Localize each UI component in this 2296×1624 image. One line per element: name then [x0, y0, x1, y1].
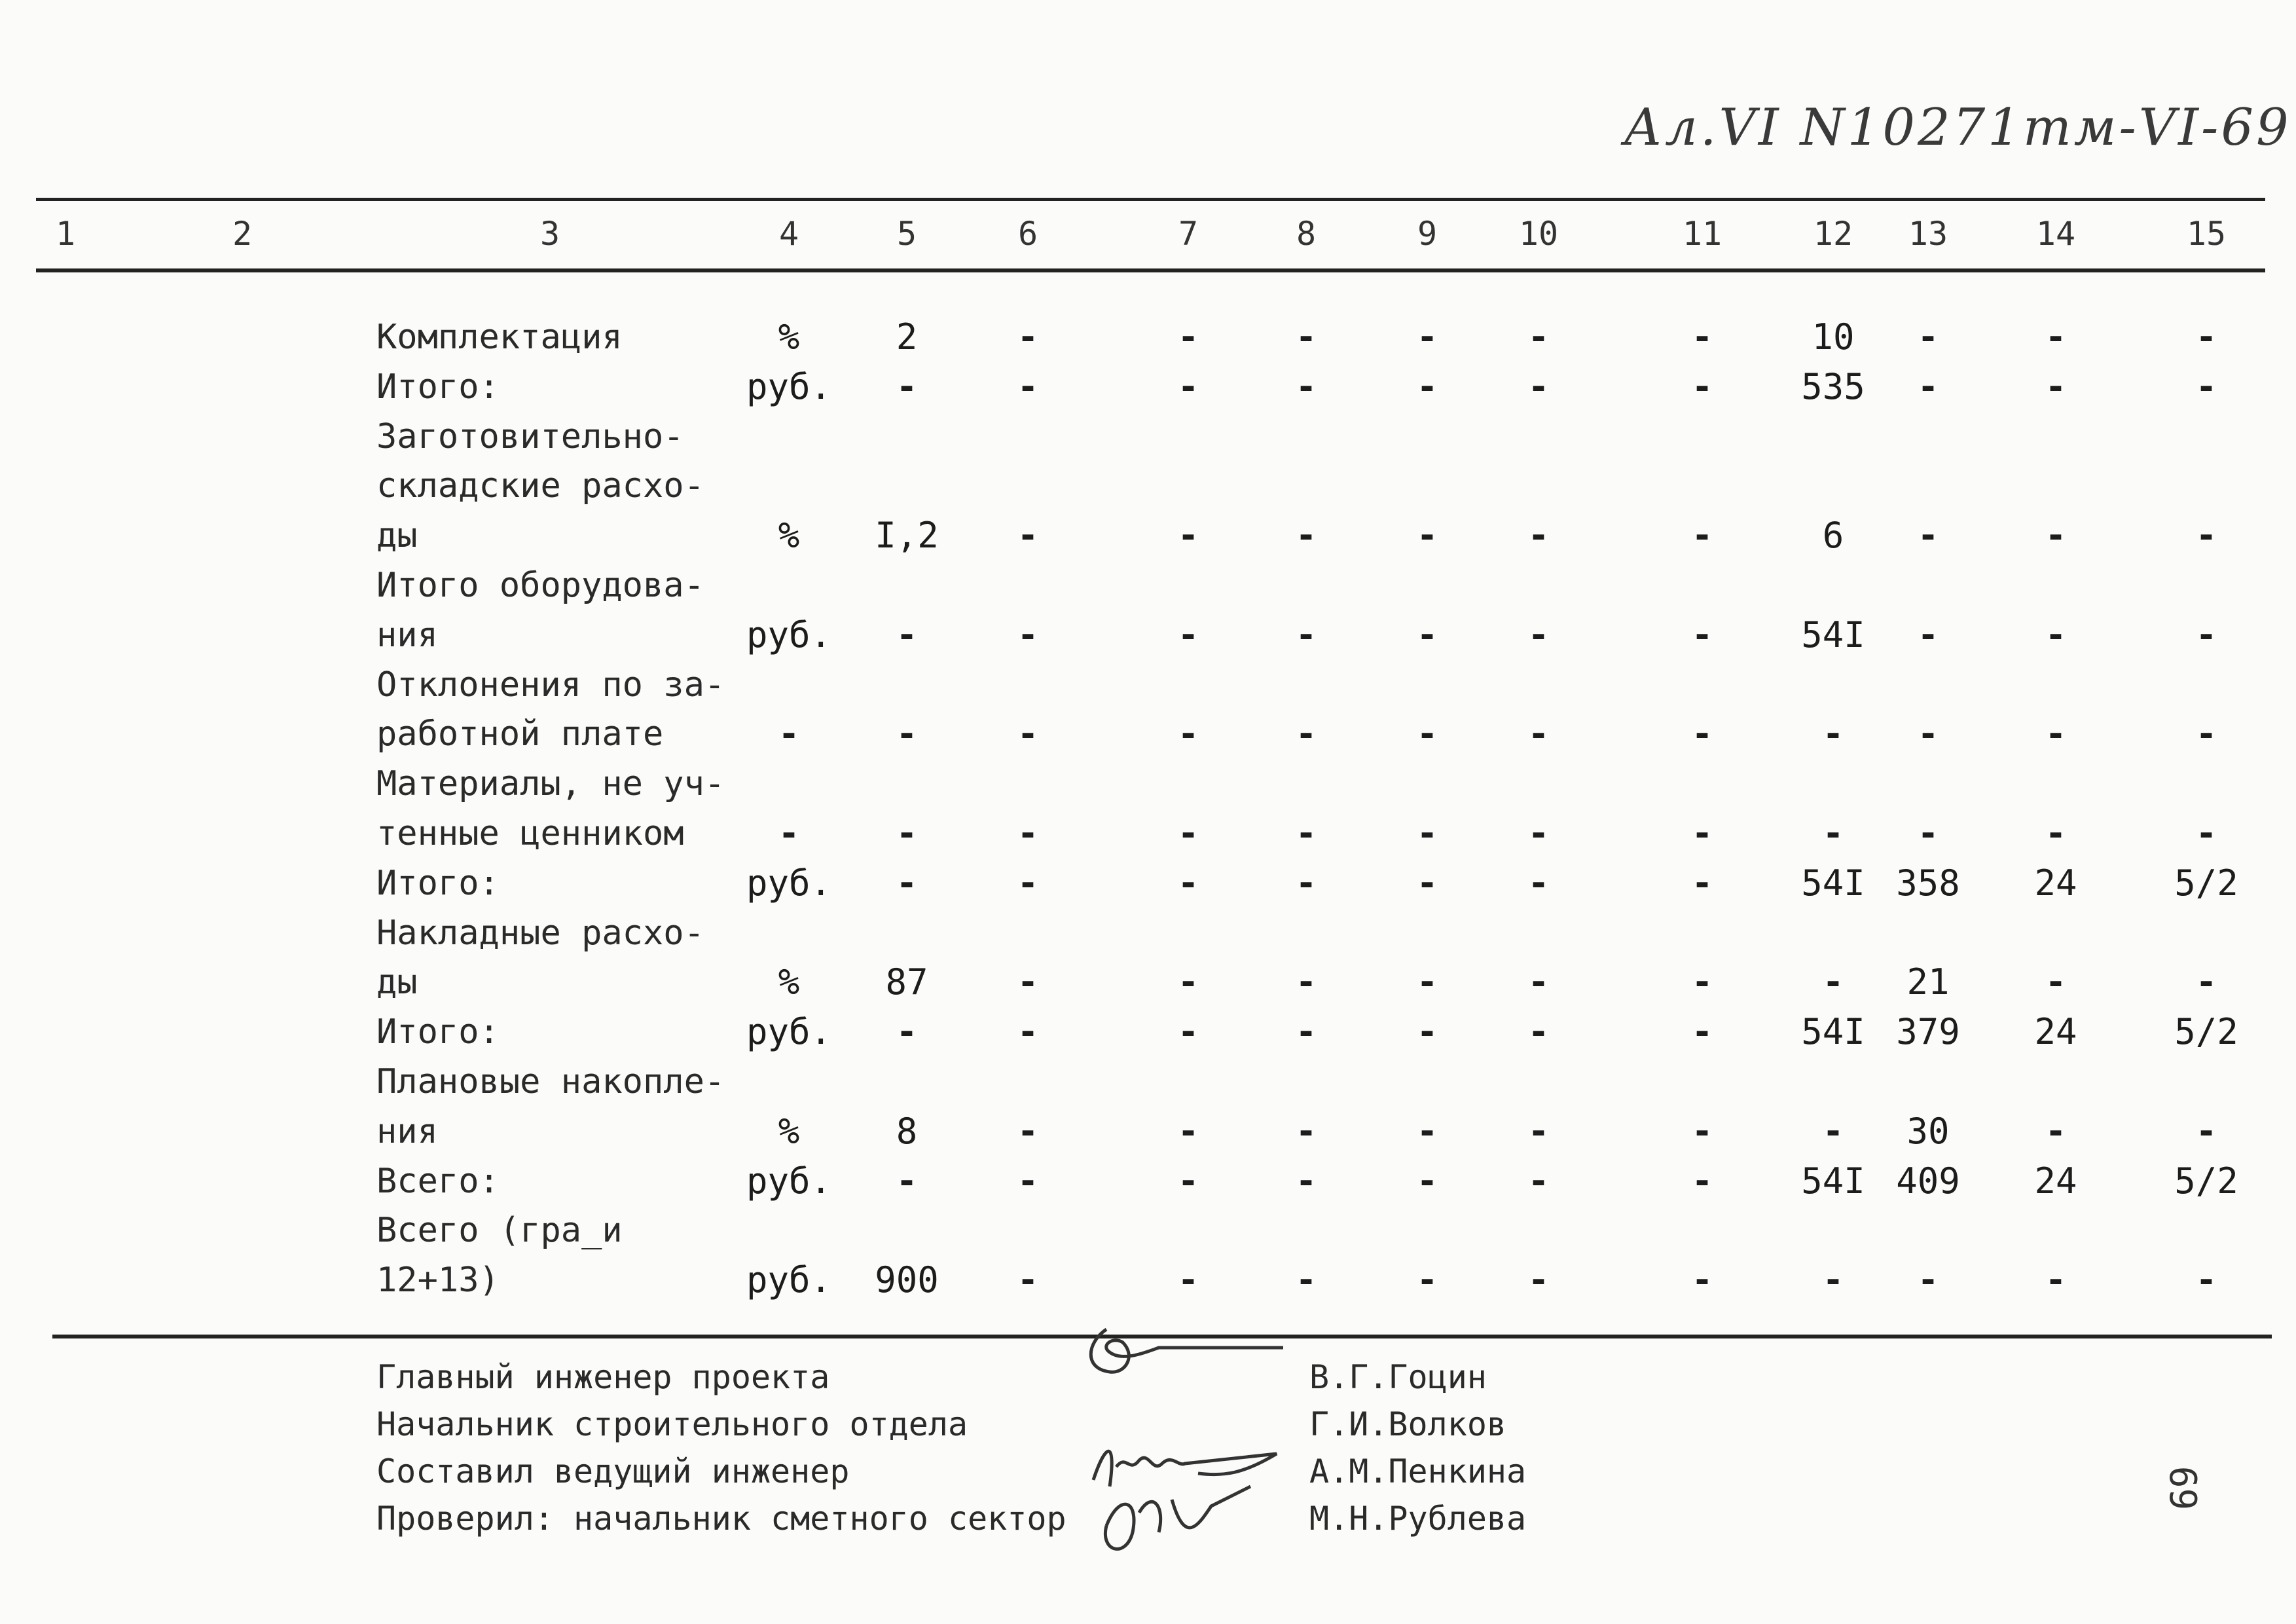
table-cell: 2 [896, 316, 918, 358]
table-cell: - [1416, 614, 1438, 655]
table-cell: - [1177, 813, 1199, 854]
table-cell: - [1822, 961, 1844, 1003]
table-cell: - [1017, 961, 1039, 1003]
table-cell: - [896, 1011, 918, 1053]
table-cell: - [2045, 1110, 2067, 1152]
table-cell: - [2195, 1259, 2217, 1301]
column-number: 3 [539, 215, 560, 253]
table-row [0, 1256, 2296, 1304]
table-row [0, 1008, 2296, 1056]
table-cell: - [2195, 365, 2217, 407]
table-cell: 54I [1801, 614, 1865, 655]
row-label: Итого оборудова- [376, 566, 704, 605]
table-cell: 10 [1812, 316, 1855, 358]
table-cell: - [2195, 515, 2217, 557]
table-cell: - [2045, 1259, 2067, 1301]
column-number: 1 [55, 215, 76, 253]
table-cell: - [1416, 316, 1438, 358]
row-label: ды [376, 963, 418, 1003]
header-top-rule [36, 198, 2265, 201]
table-cell: - [1017, 614, 1039, 655]
table-cell: 5/2 [2174, 1011, 2238, 1053]
table-cell: - [1295, 365, 1317, 407]
table-cell: - [1917, 515, 1939, 557]
table-cell: - [1416, 961, 1438, 1003]
table-cell: - [1177, 961, 1199, 1003]
table-cell: - [1917, 316, 1939, 358]
column-number: 7 [1178, 215, 1199, 253]
table-cell: 900 [875, 1259, 939, 1301]
row-label: ния [376, 615, 438, 655]
table-cell: I,2 [875, 515, 939, 557]
table-cell: 379 [1896, 1011, 1960, 1053]
table-cell: - [1295, 316, 1317, 358]
column-number: 12 [1813, 215, 1853, 253]
table-cell: - [1527, 365, 1550, 407]
table-row [0, 1058, 2296, 1106]
signature-role: Проверил: начальник сметного сектор [376, 1500, 1066, 1538]
table-cell: - [1822, 1110, 1844, 1152]
table-cell: - [1691, 1160, 1713, 1202]
table-cell: - [1017, 316, 1039, 358]
row-label: 12+13) [376, 1261, 500, 1301]
table-row [0, 909, 2296, 957]
table-cell: - [1177, 515, 1199, 557]
column-number: 13 [1908, 215, 1948, 253]
signatory-name: М.Н.Рублева [1309, 1500, 1527, 1538]
table-cell: - [1917, 614, 1939, 655]
table-cell: - [1017, 365, 1039, 407]
table-cell: - [1527, 1011, 1550, 1053]
table-row [0, 958, 2296, 1006]
table-cell: - [1177, 713, 1199, 755]
table-cell: 54I [1801, 1011, 1865, 1053]
table-cell: - [2045, 614, 2067, 655]
row-label: Заготовительно- [376, 416, 684, 456]
table-cell: - [2045, 961, 2067, 1003]
table-cell: - [1295, 614, 1317, 655]
table-cell: 24 [2034, 1011, 2077, 1053]
table-cell: - [1527, 1110, 1550, 1152]
table-cell: % [778, 961, 800, 1003]
header-bottom-rule [36, 268, 2265, 272]
table-cell: руб. [746, 1259, 832, 1301]
table-cell: 87 [885, 961, 928, 1003]
row-label: работной плате [376, 714, 664, 754]
table-cell: - [1691, 713, 1713, 755]
table-row [0, 859, 2296, 908]
signatory-name: В.Г.Гоцин [1309, 1358, 1487, 1396]
column-number: 2 [232, 215, 253, 253]
table-cell: - [1017, 862, 1039, 904]
table-cell: - [1017, 1160, 1039, 1202]
table-cell: - [1691, 515, 1713, 557]
table-cell: - [2045, 515, 2067, 557]
table-cell: - [2195, 713, 2217, 755]
row-label: Плановые накопле- [376, 1062, 725, 1101]
table-cell: - [1527, 862, 1550, 904]
table-cell: руб. [746, 1160, 832, 1202]
table-cell: 24 [2034, 1160, 2077, 1202]
column-number: 10 [1518, 215, 1559, 253]
table-cell: - [1527, 1160, 1550, 1202]
row-label: ния [376, 1111, 438, 1151]
table-cell: - [896, 614, 918, 655]
table-cell: - [1177, 862, 1199, 904]
table-cell: 535 [1801, 365, 1865, 407]
signatory-name: А.М.Пенкина [1309, 1452, 1527, 1490]
table-row [0, 661, 2296, 709]
column-number: 14 [2035, 215, 2076, 253]
page-number: 69 [2161, 1466, 2204, 1511]
table-cell: - [896, 713, 918, 755]
table-cell: 21 [1906, 961, 1950, 1003]
table-cell: - [1295, 961, 1317, 1003]
table-cell: 8 [896, 1110, 918, 1152]
table-cell: - [1017, 1110, 1039, 1152]
handwritten-signature-2 [1080, 1428, 1303, 1559]
table-cell: - [1295, 1259, 1317, 1301]
signature-role: Начальник строительного отдела [376, 1405, 968, 1443]
table-cell: - [1177, 1160, 1199, 1202]
column-number: 9 [1417, 215, 1438, 253]
row-label: Итого: [376, 1012, 500, 1052]
handwritten-document-reference: Ал.VI N10271тм-VI-69 [1624, 98, 2291, 157]
table-cell: - [2195, 614, 2217, 655]
row-label: Комплектация [376, 318, 623, 357]
table-cell: - [2195, 961, 2217, 1003]
table-cell: 5/2 [2174, 1160, 2238, 1202]
table-cell: - [1527, 1259, 1550, 1301]
table-cell: - [896, 1160, 918, 1202]
table-cell: - [1177, 316, 1199, 358]
table-row [0, 313, 2296, 361]
table-cell: % [778, 316, 800, 358]
table-cell: - [1527, 515, 1550, 557]
table-cell: руб. [746, 614, 832, 655]
table-cell: - [1527, 961, 1550, 1003]
table-cell: - [1691, 961, 1713, 1003]
table-cell: - [896, 813, 918, 854]
table-cell: - [1017, 515, 1039, 557]
table-cell: - [1917, 1259, 1939, 1301]
table-cell: 24 [2034, 862, 2077, 904]
table-cell: - [1416, 515, 1438, 557]
handwritten-signature-1 [1074, 1316, 1296, 1388]
table-cell: - [1416, 1259, 1438, 1301]
table-cell: - [1691, 1110, 1713, 1152]
table-cell: 30 [1906, 1110, 1950, 1152]
table-cell: - [1295, 1011, 1317, 1053]
table-cell: - [1017, 1259, 1039, 1301]
table-cell: - [1416, 365, 1438, 407]
table-cell: - [1295, 1110, 1317, 1152]
table-cell: - [1691, 1011, 1713, 1053]
table-cell: - [1177, 1259, 1199, 1301]
table-cell: - [1017, 713, 1039, 755]
column-number: 11 [1682, 215, 1722, 253]
row-label: Всего (гра_и [376, 1211, 623, 1251]
table-cell: - [1527, 316, 1550, 358]
table-cell: руб. [746, 862, 832, 904]
table-cell: - [2195, 813, 2217, 854]
table-cell: % [778, 515, 800, 557]
table-row [0, 413, 2296, 461]
table-cell: 409 [1896, 1160, 1960, 1202]
table-cell: руб. [746, 1011, 832, 1053]
table-row [0, 462, 2296, 510]
table-cell: - [1017, 1011, 1039, 1053]
table-cell: - [1177, 614, 1199, 655]
table-cell: - [1177, 1011, 1199, 1053]
table-cell: 358 [1896, 862, 1960, 904]
table-cell: - [2045, 713, 2067, 755]
table-cell: - [1416, 862, 1438, 904]
table-cell: - [1416, 1011, 1438, 1053]
table-cell: - [1295, 862, 1317, 904]
table-cell: 54I [1801, 862, 1865, 904]
column-number: 6 [1017, 215, 1038, 253]
table-row [0, 611, 2296, 659]
signature-role: Составил ведущий инженер [376, 1452, 850, 1490]
row-label: Итого: [376, 367, 500, 407]
table-cell: - [1822, 813, 1844, 854]
table-cell: - [2045, 365, 2067, 407]
table-row [0, 710, 2296, 758]
row-label: Накладные расхо- [376, 913, 704, 953]
table-cell: - [1416, 1160, 1438, 1202]
row-label: Отклонения по за- [376, 665, 725, 705]
table-cell: - [1917, 813, 1939, 854]
table-cell: % [778, 1110, 800, 1152]
table-cell: - [2195, 316, 2217, 358]
table-cell: - [1822, 713, 1844, 755]
table-cell: - [778, 813, 800, 854]
table-cell: - [1527, 813, 1550, 854]
table-cell: - [1177, 1110, 1199, 1152]
table-cell: - [1017, 813, 1039, 854]
table-cell: - [1917, 365, 1939, 407]
table-cell: - [2045, 316, 2067, 358]
table-cell: - [1822, 1259, 1844, 1301]
signatory-name: Г.И.Волков [1309, 1405, 1507, 1443]
table-row [0, 809, 2296, 858]
table-cell: - [2045, 813, 2067, 854]
table-row [0, 561, 2296, 610]
table-row [0, 760, 2296, 808]
table-row [0, 1157, 2296, 1206]
row-label: Материалы, не уч- [376, 764, 725, 804]
row-label: ды [376, 516, 418, 556]
table-cell: - [1527, 614, 1550, 655]
table-cell: 6 [1822, 515, 1844, 557]
table-cell: - [1691, 365, 1713, 407]
table-cell: - [1416, 813, 1438, 854]
table-cell: - [1295, 713, 1317, 755]
table-row [0, 1206, 2296, 1255]
signature-role: Главный инженер проекта [376, 1358, 830, 1396]
table-cell: 5/2 [2174, 862, 2238, 904]
table-cell: 54I [1801, 1160, 1865, 1202]
table-cell: - [1177, 365, 1199, 407]
table-cell: - [896, 862, 918, 904]
table-cell: - [896, 365, 918, 407]
table-cell: - [1295, 1160, 1317, 1202]
table-cell: - [1527, 713, 1550, 755]
table-row [0, 363, 2296, 411]
table-cell: - [1295, 515, 1317, 557]
column-number: 5 [896, 215, 917, 253]
table-cell: - [778, 713, 800, 755]
column-number: 15 [2186, 215, 2227, 253]
table-cell: - [1691, 614, 1713, 655]
table-cell: - [1691, 316, 1713, 358]
table-cell: - [1416, 1110, 1438, 1152]
table-cell: - [1917, 713, 1939, 755]
table-row [0, 511, 2296, 560]
row-label: Всего: [376, 1161, 500, 1201]
table-cell: руб. [746, 365, 832, 407]
table-cell: - [1691, 813, 1713, 854]
column-number: 4 [778, 215, 799, 253]
column-number: 8 [1296, 215, 1317, 253]
table-row [0, 1107, 2296, 1156]
table-cell: - [2195, 1110, 2217, 1152]
row-label: складские расхо- [376, 466, 704, 506]
table-cell: - [1416, 713, 1438, 755]
table-cell: - [1691, 1259, 1713, 1301]
table-cell: - [1295, 813, 1317, 854]
row-label: тенные ценником [376, 814, 684, 853]
table-cell: - [1691, 862, 1713, 904]
row-label: Итого: [376, 863, 500, 903]
